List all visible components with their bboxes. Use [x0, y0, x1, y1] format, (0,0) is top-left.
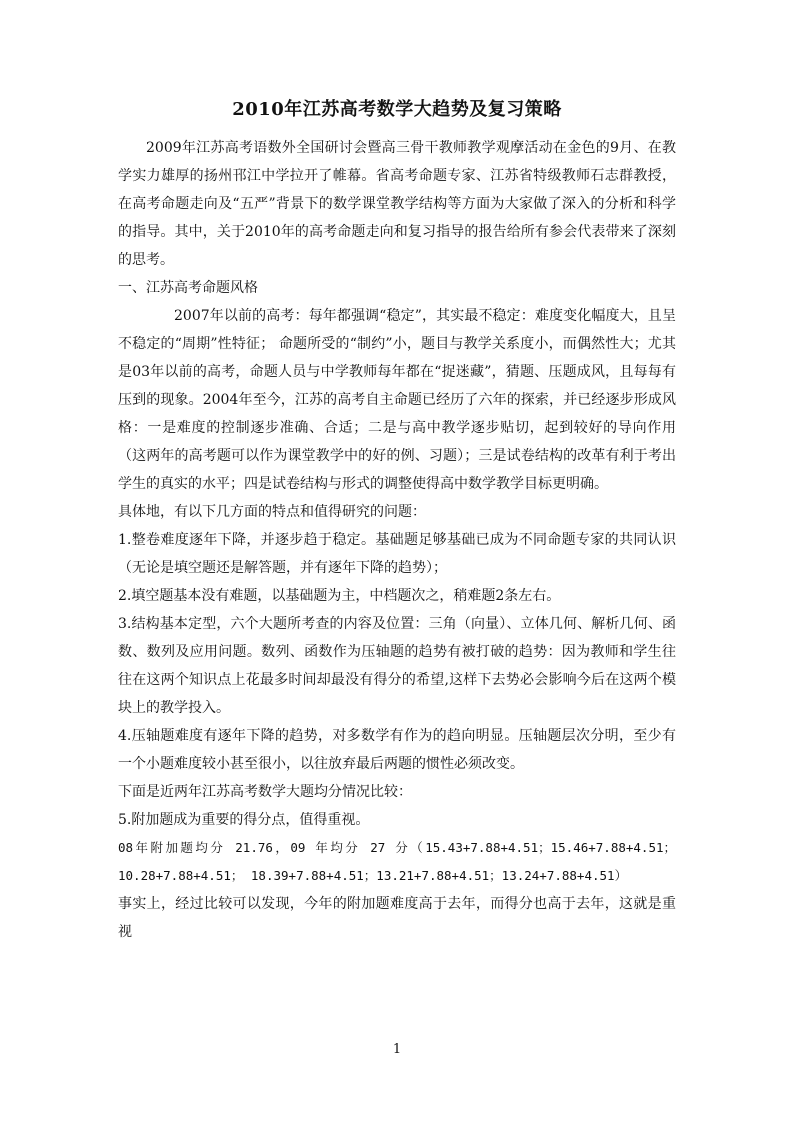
features-intro: 具体地，有以下几方面的特点和值得研究的问题：: [118, 504, 426, 520]
history-paragraph: 2007年以前的高考：每年都强调“稳定”，其实最不稳定：难度变化幅度大，且呈不稳定的“周期”性特征； 命题所受的“制约”小，题目与教学关系度小，而偶然性大；尤其是03年以前的高考，命题人员与中学教师每年都在“捉迷藏”，猜题、压题成风，且每每有压到的现象。2004年至今，江苏的高考自主命题已经历了六年的探索，并已经逐步形成风格：一是难度的控制逐步准确、合适；二是与高中教学逐步贴切，起到较好的导向作用（这两年的高考题可以作为课堂教学中的好的例、习题）；三是试卷结构的改革有利于考出学生的真实的水平；四是试卷结构与形式的调整使得高中数学教学目标更明确。: [118, 308, 676, 492]
document-title: 2010年江苏高考数学大趋势及复习策略: [232, 99, 562, 120]
section-heading: 一、江苏高考命题风格: [118, 280, 258, 296]
feature-item-1: 1.整卷难度逐年下降，并逐步趋于稳定。基础题足够基础已成为不同命题专家的共同认识（无论是填空题还是解答题，并有逐年下降的趋势）；: [118, 532, 676, 576]
comparison-intro: 下面是近两年江苏高考数学大题均分情况比较：: [118, 784, 412, 800]
score-comparison: 08年附加题均分 21.76，09 年均分 27 分（15.43+7.88+4.51；15.46+7.88+4.51；10.28+7.88+4.51； 18.39+7.88+4.51；13.21+7.88+4.51；13.24+7.88+4.51）: [118, 840, 676, 883]
feature-item-2: 2.填空题基本没有难题，以基础题为主，中档题次之，稍难题2条左右。: [118, 588, 561, 604]
feature-item-3: 3.结构基本定型，六个大题所考查的内容及位置：三角（向量）、立体几何、解析几何、函数、数列及应用问题。数列、函数作为压轴题的趋势有被打破的趋势：因为教师和学生往往在这两个知识点上花最多时间却最没有得分的希望,这样下去势必会影响今后在这两个模块上的教学投入。: [118, 616, 676, 716]
feature-item-4: 4.压轴题难度有逐年下降的趋势，对多数学有作为的趋向明显。压轴题层次分明，至少有一个小题难度较小甚至很小，以往放弃最后两题的惯性必须改变。: [118, 728, 676, 772]
page-number: 1: [392, 1042, 402, 1057]
document-page: [118, 96, 676, 946]
conclusion-paragraph: 事实上，经过比较可以发现，今年的附加题难度高于去年，而得分也高于去年，这就是重视: [118, 896, 676, 940]
intro-paragraph: 2009年江苏高考语数外全国研讨会暨高三骨干教师教学观摩活动在金色的9月、在教学实力雄厚的扬州邗江中学拉开了帷幕。省高考命题专家、江苏省特级教师石志群教授，在高考命题走向及“五严”背景下的数学课堂教学结构等方面为大家做了深入的分析和科学的指导。其中，关于2010年的高考命题走向和复习指导的报告给所有参会代表带来了深刻的思考。: [118, 140, 676, 268]
feature-item-5: 5.附加题成为重要的得分点，值得重视。: [118, 812, 370, 828]
